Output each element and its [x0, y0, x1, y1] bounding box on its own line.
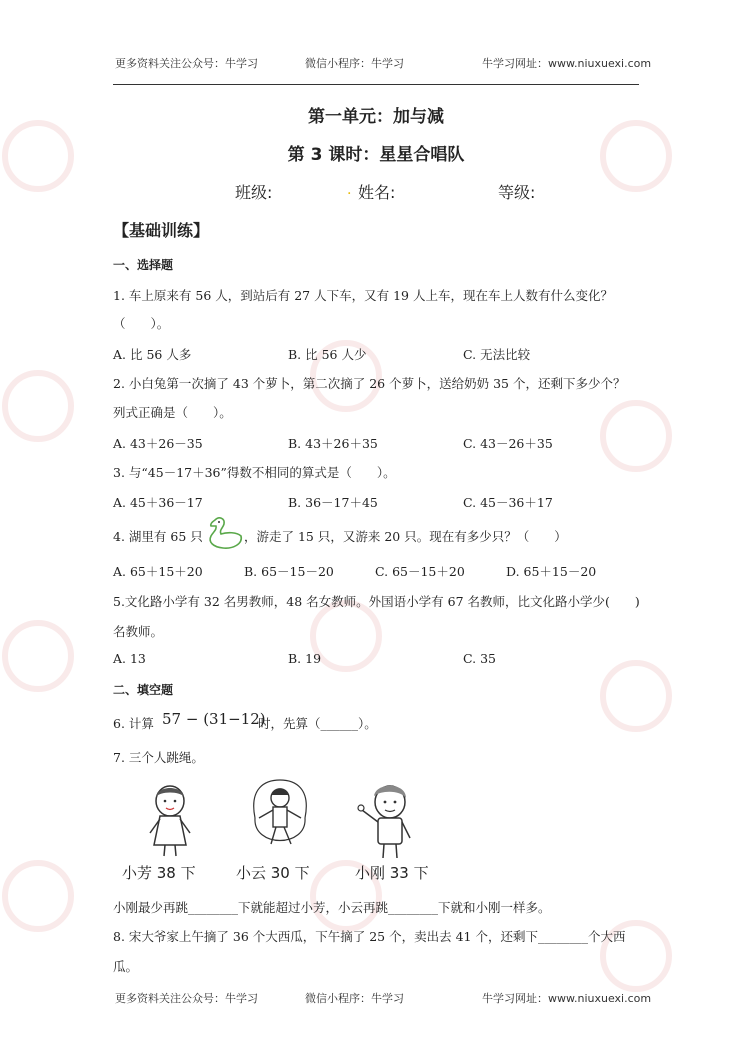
- watermark-logo: [600, 660, 672, 732]
- watermark-logo: [600, 400, 672, 472]
- footer-left: 更多资料关注公众号：牛学习: [115, 992, 258, 1005]
- section-heading: 【基础训练】: [113, 221, 210, 240]
- caption-xiaogang: 小刚 33 下: [355, 864, 429, 882]
- q2-line2: 列式正确是（ ）。: [113, 405, 232, 420]
- q6-pre: 6. 计算: [113, 716, 154, 731]
- part2-heading: 二、填空题: [113, 683, 174, 697]
- q3-option-a: A. 45＋36－17: [113, 495, 203, 510]
- q5-line1: 5.文化路小学有 32 名男教师，48 名女教师。外国语小学有 67 名教师，比文化路小学少( ): [113, 594, 640, 609]
- girl-figure-icon: [140, 783, 200, 862]
- lesson-title: 第 3 课时：星星合唱队: [287, 145, 465, 165]
- q7-line2: 小刚最少再跳________下就能超过小芳，小云再跳________下就和小刚一样多。: [113, 900, 551, 915]
- boy-figure-icon: [352, 780, 422, 864]
- footer-right: 牛学习网址：www.niuxuexi.com: [482, 992, 652, 1005]
- jumping-boy-icon: [245, 778, 315, 864]
- class-label: 班级:: [235, 183, 273, 202]
- q4-option-d: D. 65＋15－20: [506, 564, 597, 579]
- q8-line1: 8. 宋大爷家上午摘了 36 个大西瓜，下午摘了 25 个，卖出去 41 个，还剩下________个大西: [113, 929, 626, 944]
- q5-line2: 名教师。: [113, 624, 164, 639]
- header-rule: [113, 84, 639, 85]
- q1-line1: 1. 车上原来有 56 人，到站后有 27 人下车，又有 19 人上车，现在车上人数有什么变化？: [113, 288, 613, 303]
- q4-pre: 4. 湖里有 65 只: [113, 529, 203, 544]
- watermark-logo: [2, 860, 74, 932]
- header-left: 更多资料关注公众号：牛学习: [115, 57, 258, 70]
- dot-mark: .: [347, 182, 352, 198]
- q1-line2: （ ）。: [113, 316, 170, 331]
- q3-option-c: C. 45－36＋17: [463, 495, 553, 510]
- q3-option-b: B. 36－17＋45: [288, 495, 378, 510]
- page-title: 第一单元：加与减: [308, 107, 444, 127]
- q2-option-c: C. 43－26＋35: [463, 436, 553, 451]
- watermark-logo: [2, 370, 74, 442]
- watermark-logo: [2, 620, 74, 692]
- q4-option-a: A. 65＋15＋20: [113, 564, 203, 579]
- q4-option-c: C. 65－15＋20: [375, 564, 465, 579]
- q5-option-a: A. 13: [113, 651, 146, 666]
- q6-post: 时，先算（______）。: [258, 716, 377, 731]
- caption-xiaofang: 小芳 38 下: [122, 864, 196, 882]
- q4-post: ，游走了 15 只，又游来 20 只。现在有多少只？（ ）: [244, 529, 567, 544]
- caption-xiaoyun: 小云 30 下: [236, 864, 310, 882]
- q5-option-c: C. 35: [463, 651, 496, 666]
- q1-option-b: B. 比 56 人少: [288, 347, 367, 362]
- name-label: 姓名:: [358, 183, 396, 202]
- q1-option-a: A. 比 56 人多: [113, 347, 192, 362]
- q7-line1: 7. 三个人跳绳。: [113, 750, 204, 765]
- q3-line1: 3. 与“45－17＋36”得数不相同的算式是（ ）。: [113, 465, 396, 480]
- duck-icon: [205, 512, 245, 556]
- q1-option-c: C. 无法比较: [463, 347, 531, 362]
- header-center: 微信小程序：牛学习: [305, 57, 404, 70]
- part1-heading: 一、选择题: [113, 258, 174, 272]
- q5-option-b: B. 19: [288, 651, 322, 666]
- q2-line1: 2. 小白兔第一次摘了 43 个萝卜，第二次摘了 26 个萝卜，送给奶奶 35 个，还剩下多少个？: [113, 376, 626, 391]
- header-right: 牛学习网址：www.niuxuexi.com: [482, 57, 652, 70]
- q8-line2: 瓜。: [113, 959, 139, 974]
- q6-expression: 57 − (31−12): [162, 710, 266, 728]
- q2-option-a: A. 43＋26－35: [113, 436, 203, 451]
- grade-label: 等级:: [498, 183, 536, 202]
- q4-option-b: B. 65－15－20: [244, 564, 334, 579]
- footer-center: 微信小程序：牛学习: [305, 992, 404, 1005]
- q2-option-b: B. 43＋26＋35: [288, 436, 378, 451]
